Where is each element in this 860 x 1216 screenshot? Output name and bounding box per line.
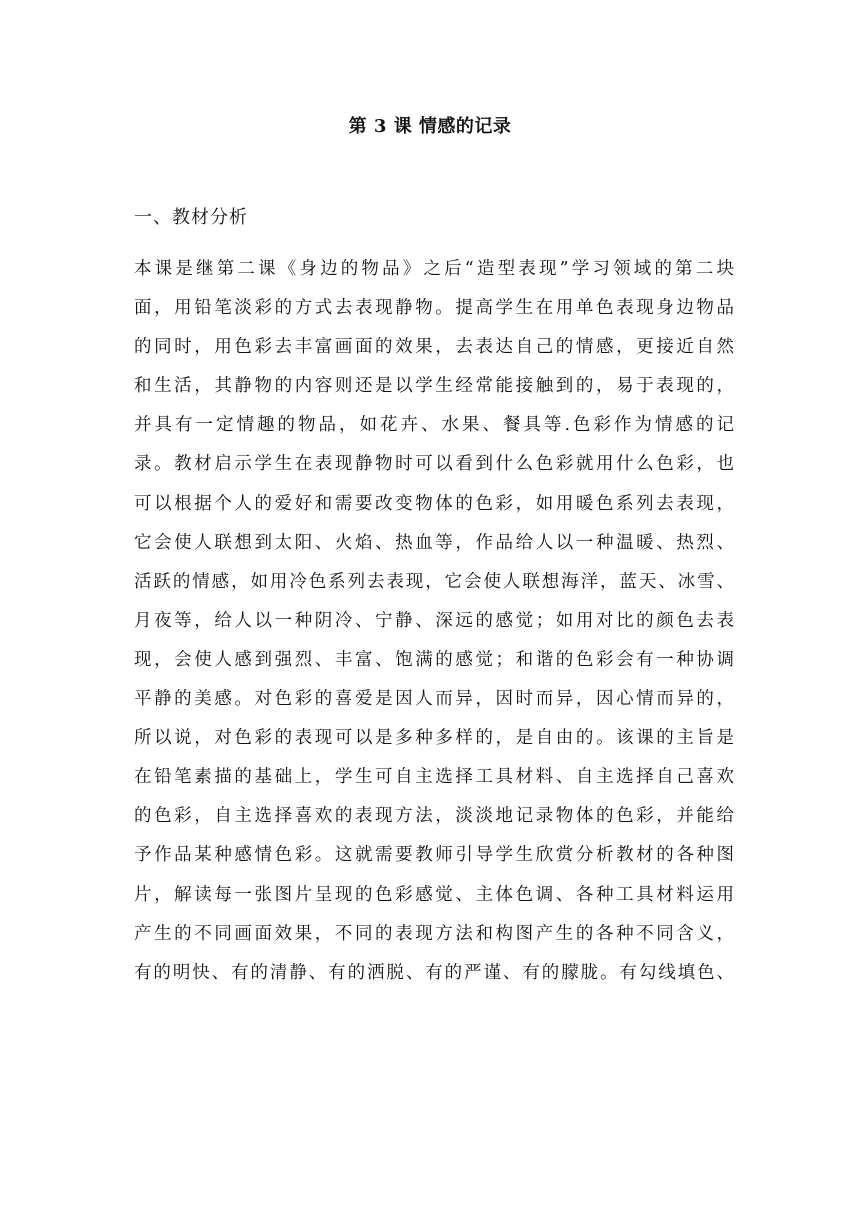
section-heading: 一、教材分析 <box>134 207 248 228</box>
paragraph-line: 月夜等，给人以一种阴冷、宁静、深远的感觉；如用对比的颜色去表 <box>134 610 734 631</box>
paragraph-line: 片，解读每一张图片呈现的色彩感觉、主体色调、各种工具材料运用 <box>134 884 734 905</box>
body-paragraph <box>134 250 734 993</box>
paragraph-line: 的同时，用色彩去丰富画面的效果，去表达自己的情感，更接近自然 <box>134 337 734 358</box>
paragraph-line: 有的明快、有的清静、有的洒脱、有的严谨、有的朦胧。有勾线填色、 <box>134 962 734 983</box>
paragraph-line: 和生活，其静物的内容则还是以学生经常能接触到的，易于表现的， <box>134 376 734 397</box>
paragraph-line: 录。教材启示学生在表现静物时可以看到什么色彩就用什么色彩，也 <box>134 454 734 475</box>
paragraph-line: 面，用铅笔淡彩的方式去表现静物。提高学生在用单色表现身边物品 <box>134 298 734 319</box>
paragraph-line: 的色彩，自主选择喜欢的表现方法，淡淡地记录物体的色彩，并能给 <box>134 806 734 827</box>
paragraph-line: 并具有一定情趣的物品，如花卉、水果、餐具等.色彩作为情感的记 <box>134 415 734 436</box>
paragraph-line: 可以根据个人的爱好和需要改变物体的色彩，如用暖色系列去表现， <box>134 493 734 514</box>
paragraph-line: 它会使人联想到太阳、火焰、热血等，作品给人以一种温暖、热烈、 <box>134 532 734 553</box>
paragraph-line: 产生的不同画面效果，不同的表现方法和构图产生的各种不同含义， <box>134 923 734 944</box>
paragraph-line: 活跃的情感，如用冷色系列去表现，它会使人联想海洋，蓝天、冰雪、 <box>134 571 734 592</box>
paragraph-line: 现，会使人感到强烈、丰富、饱满的感觉；和谐的色彩会有一种协调 <box>134 649 734 670</box>
paragraph-line: 平静的美感。对色彩的喜爱是因人而异，因时而异，因心情而异的， <box>134 689 734 710</box>
paragraph-line: 本课是继第二课《身边的物品》之后“造型表现”学习领域的第二块 <box>134 259 734 279</box>
paragraph-line: 予作品某种感情色彩。这就需要教师引导学生欣赏分析教材的各种图 <box>134 845 734 866</box>
lesson-title: 第 3 课 情感的记录 <box>348 116 512 137</box>
paragraph-line: 所以说，对色彩的表现可以是多种多样的，是自由的。该课的主旨是 <box>134 728 734 749</box>
paragraph-line: 在铅笔素描的基础上，学生可自主选择工具材料、自主选择自己喜欢 <box>134 767 734 788</box>
